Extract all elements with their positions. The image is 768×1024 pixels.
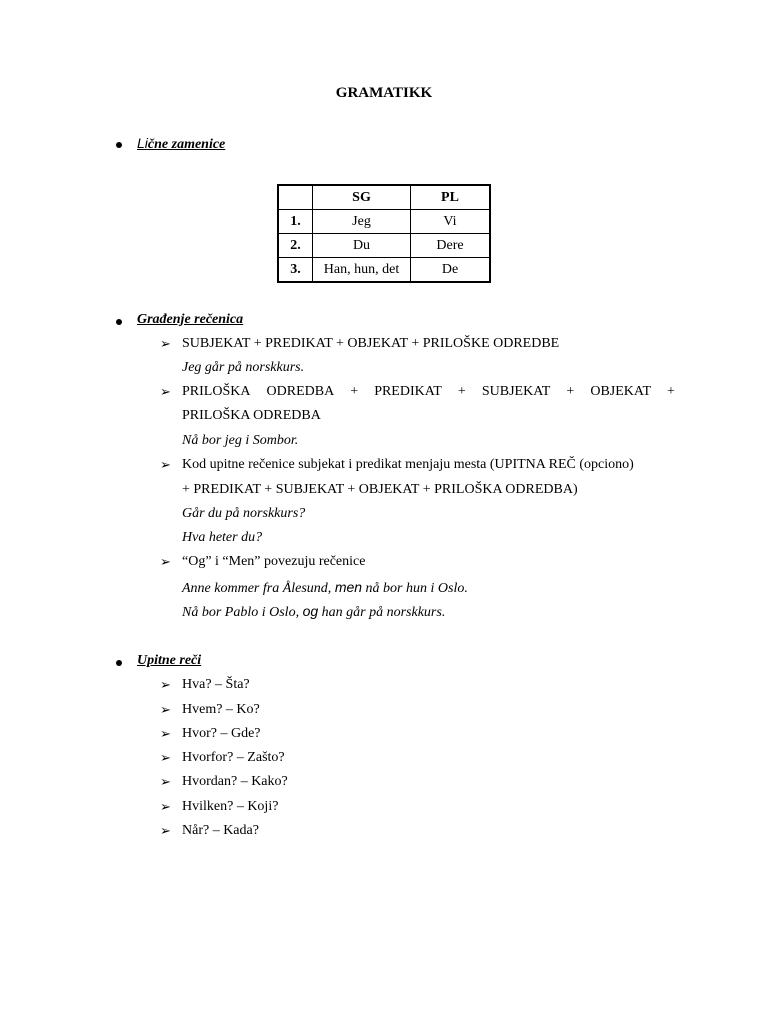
arrow-bullet-icon: ➢	[160, 751, 171, 766]
table-cell: 2.	[278, 234, 313, 258]
heading-part: Li	[137, 135, 148, 151]
table-header-row	[278, 185, 490, 210]
list-item: Hvor? – Gde?	[182, 726, 261, 741]
list-item: Hvordan? – Kako?	[182, 774, 288, 789]
word: PREDIKAT	[374, 384, 442, 399]
list-item: Når? – Kada?	[182, 823, 259, 838]
arrow-bullet-icon: ➢	[160, 678, 171, 693]
arrow-bullet-icon: ➢	[160, 703, 171, 718]
arrow-bullet-icon: ➢	[160, 800, 171, 815]
example-text	[182, 603, 445, 621]
word: +	[457, 384, 466, 399]
arrow-bullet-icon: ➢	[160, 337, 171, 352]
example-text: Nå bor jeg i Sombor.	[182, 433, 299, 448]
word: +	[566, 384, 575, 399]
table-cell: Dere	[411, 234, 491, 258]
example-text: Jeg går på norskkurs.	[182, 360, 305, 375]
conjunction-men: men	[334, 579, 363, 595]
example-part: Nå bor Pablo i Oslo,	[182, 605, 303, 620]
list-item: Hvem? – Ko?	[182, 702, 260, 717]
table-cell	[278, 185, 313, 210]
table-cell: Jeg	[313, 210, 411, 234]
arrow-bullet-icon: ➢	[160, 458, 171, 473]
word: +	[667, 384, 675, 399]
pronoun-table	[277, 184, 491, 283]
arrow-bullet-icon: ➢	[160, 824, 171, 839]
word: PRILOŠKA	[182, 384, 251, 399]
table-cell: 1.	[278, 210, 313, 234]
arrow-bullet-icon: ➢	[160, 727, 171, 742]
conjunction-og: og	[302, 603, 319, 619]
word: +	[350, 384, 359, 399]
word: ODREDBA	[266, 384, 335, 399]
list-item: Hvorfor? – Zašto?	[182, 750, 285, 765]
section-heading-upitne-reci: Upitne reči	[137, 653, 202, 668]
table-header-pl: PL	[411, 185, 491, 210]
example-text	[182, 579, 468, 597]
table-row	[278, 210, 490, 234]
rule-text: + PREDIKAT + SUBJEKAT + OBJEKAT + PRILOŠKA ODREDBA)	[182, 482, 578, 497]
table-cell: Han, hun, det	[313, 258, 411, 283]
bullet-dot-icon	[116, 660, 122, 666]
word: OBJEKAT	[590, 384, 651, 399]
table-row	[278, 234, 490, 258]
example-text: Går du på norskkurs?	[182, 506, 306, 521]
example-part: Anne kommer fra Ålesund,	[182, 581, 335, 596]
rule-text: Kod upitne rečenice subjekat i predikat menjaju mesta (UPITNA REČ (opciono)	[182, 457, 634, 472]
table-header-sg: SG	[313, 185, 411, 210]
heading-part: čne zamenice	[147, 137, 226, 152]
table-row	[278, 258, 490, 283]
table-cell: Vi	[411, 210, 491, 234]
example-text: Hva heter du?	[182, 530, 263, 545]
word: SUBJEKAT	[481, 384, 551, 399]
example-part: nå bor hun i Oslo.	[362, 581, 468, 596]
rule-text-justified	[182, 384, 675, 400]
bullet-dot-icon	[116, 319, 122, 325]
rule-text: “Og” i “Men” povezuju rečenice	[182, 554, 366, 569]
table-cell: De	[411, 258, 491, 283]
arrow-bullet-icon: ➢	[160, 775, 171, 790]
rule-text: PRILOŠKA ODREDBA	[182, 408, 321, 423]
list-item: Hvilken? – Koji?	[182, 799, 279, 814]
page-title: GRAMATIKK	[335, 85, 433, 101]
arrow-bullet-icon: ➢	[160, 385, 171, 400]
rule-text: SUBJEKAT + PREDIKAT + OBJEKAT + PRILOŠKE ODREDBE	[182, 336, 560, 351]
section-heading-gradenje-recenica: Građenje rečenica	[137, 312, 244, 327]
table-cell: Du	[313, 234, 411, 258]
example-part: han går på norskkurs.	[318, 605, 446, 620]
table-cell: 3.	[278, 258, 313, 283]
bullet-dot-icon	[116, 142, 122, 148]
arrow-bullet-icon: ➢	[160, 555, 171, 570]
list-item: Hva? – Šta?	[182, 677, 250, 692]
section-heading-licne-zamenice	[137, 135, 225, 153]
